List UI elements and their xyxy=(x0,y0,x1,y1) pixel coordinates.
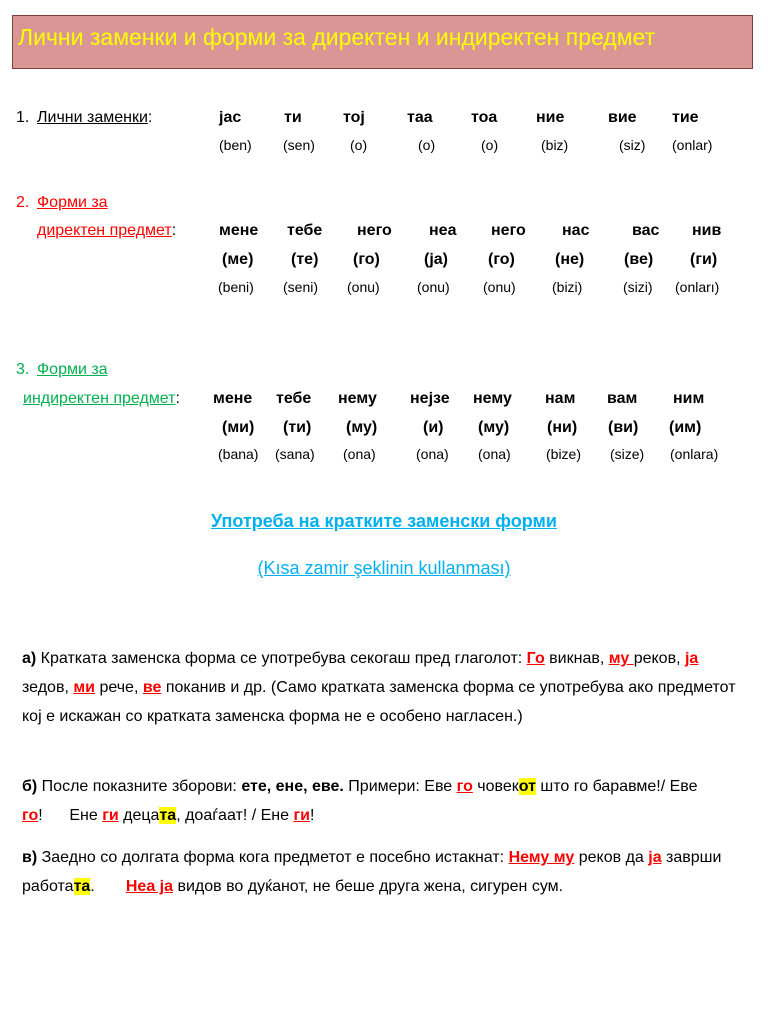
usage-heading: Употреба на кратките заменски форми xyxy=(211,511,557,531)
s2-long: мене xyxy=(219,222,259,239)
s3-turkish: (onlara) xyxy=(670,446,719,462)
s1-pronoun: ние xyxy=(536,109,565,126)
section1-label: Лични заменки xyxy=(37,109,148,126)
s2-short: (го) xyxy=(353,251,380,268)
s1-turkish: (sen) xyxy=(283,137,315,153)
s1-turkish: (ben) xyxy=(219,137,252,153)
section2-label-line1: Форми за xyxy=(37,194,108,211)
section3-colon: : xyxy=(175,390,180,407)
s1-turkish: (o) xyxy=(481,137,499,153)
para-b-text: , доаѓаат! / Ене xyxy=(176,807,294,824)
s2-turkish: (onu) xyxy=(483,279,516,295)
para-b-text: Примери: Еве xyxy=(343,778,457,795)
para-a-example: ве xyxy=(142,679,162,696)
para-b-example: го xyxy=(22,807,39,824)
s3-turkish: (ona) xyxy=(478,446,511,462)
para-b-text: деца xyxy=(118,807,160,824)
s2-turkish: (bizi) xyxy=(552,279,583,295)
s1-pronoun: тие xyxy=(672,109,699,126)
s1-pronoun: ти xyxy=(284,109,302,126)
s3-turkish: (bize) xyxy=(546,446,582,462)
s1-pronoun: тој xyxy=(343,109,365,126)
section2-colon: : xyxy=(171,222,177,239)
s2-long: вас xyxy=(632,222,660,239)
para-a-text: зедов, xyxy=(22,679,74,696)
para-a-text: реков, xyxy=(633,650,685,667)
s2-short: (го) xyxy=(488,251,515,268)
s2-short: (ја) xyxy=(424,251,448,268)
section2-label-line2-wrap xyxy=(37,222,176,240)
para-a-example: Го xyxy=(526,650,545,667)
s3-short: (ти) xyxy=(283,419,312,436)
para-b-example: ги xyxy=(102,807,119,824)
s3-long: нејзе xyxy=(410,390,450,407)
para-b-highlight: та xyxy=(159,807,177,824)
para-b-example: го xyxy=(456,778,473,795)
para-b-highlight: от xyxy=(518,778,536,795)
paragraph-a xyxy=(22,644,746,731)
para-b-text: ! Ене xyxy=(38,807,103,824)
paragraph-c xyxy=(22,843,746,901)
s2-turkish: (sizi) xyxy=(623,279,653,295)
s3-short: (и) xyxy=(423,419,444,436)
s3-long: тебе xyxy=(276,390,312,407)
s2-turkish: (beni) xyxy=(218,279,254,295)
s3-turkish: (bana) xyxy=(218,446,259,462)
para-c-text: видов во дуќанот, не беше друга жена, сигурен сум. xyxy=(173,878,564,895)
s2-long: него xyxy=(357,222,392,239)
para-c-text: . xyxy=(90,878,126,895)
para-c-example: Неа ја xyxy=(125,878,173,895)
s3-turkish: (sana) xyxy=(275,446,315,462)
section2-number: 2. xyxy=(16,194,30,211)
para-b-text: што го баравме!/ Еве xyxy=(535,778,698,795)
section3-label-line2-wrap xyxy=(23,390,180,408)
s2-short: (ги) xyxy=(690,251,718,268)
para-c-example: Нему му xyxy=(508,849,575,866)
s3-long: вам xyxy=(607,390,638,407)
para-a-example: му xyxy=(608,650,634,667)
section1-number: 1. xyxy=(16,109,30,126)
s3-short: (му) xyxy=(478,419,510,436)
s1-turkish: (biz) xyxy=(541,137,569,153)
s3-short: (им) xyxy=(669,419,702,436)
s3-turkish: (size) xyxy=(610,446,645,462)
para-a-marker: а) xyxy=(22,650,37,667)
section3-number: 3. xyxy=(16,361,30,378)
s3-turkish: (ona) xyxy=(416,446,449,462)
s2-turkish: (seni) xyxy=(283,279,319,295)
para-a-text: викнав, xyxy=(544,650,609,667)
s2-long: тебе xyxy=(287,222,323,239)
para-c-marker: в) xyxy=(22,849,38,866)
s2-short: (ве) xyxy=(624,251,654,268)
page-title: Лични заменки и форми за директен и индиректен предмет xyxy=(18,24,656,50)
s2-long: него xyxy=(491,222,526,239)
s1-pronoun: таа xyxy=(407,109,433,126)
s3-long: мене xyxy=(213,390,253,407)
s3-long: нему xyxy=(473,390,512,407)
s2-turkish: (onları) xyxy=(675,279,720,295)
s1-pronoun: јас xyxy=(219,109,242,126)
s3-long: ним xyxy=(673,390,705,407)
s3-short: (ми) xyxy=(222,419,255,436)
s2-short: (ме) xyxy=(222,251,254,268)
para-a-text: поканив и др. (Само кратката заменска форма се употребува ако предметот кој е искажан со кратката заменска форма не е особено нагласен.) xyxy=(22,679,736,725)
s3-turkish: (ona) xyxy=(343,446,376,462)
s1-turkish: (onlar) xyxy=(672,137,713,153)
s1-pronoun: вие xyxy=(608,109,637,126)
para-c-text: заврши работа xyxy=(22,849,722,895)
para-c-text: реков да xyxy=(574,849,649,866)
s2-short: (те) xyxy=(291,251,319,268)
s3-long: нему xyxy=(338,390,377,407)
s2-short: (не) xyxy=(555,251,585,268)
s1-pronoun: тоа xyxy=(471,109,498,126)
para-b-example: ги xyxy=(293,807,310,824)
s2-long: неа xyxy=(429,222,457,239)
s2-turkish: (onu) xyxy=(347,279,380,295)
para-c-text: Заедно со долгата форма кога предметот е посебно истакнат: xyxy=(37,849,509,866)
s1-turkish: (siz) xyxy=(619,137,646,153)
s3-short: (ни) xyxy=(547,419,578,436)
para-b-demonstratives: ете, ене, еве. xyxy=(241,778,344,795)
para-c-example: ја xyxy=(648,849,662,866)
para-a-text: Кратката заменска форма се употребува секогаш пред глаголот: xyxy=(36,650,527,667)
para-c-highlight: та xyxy=(73,878,91,895)
section2-label-line2: директен предмет xyxy=(37,222,172,239)
para-b-marker: б) xyxy=(22,778,38,795)
para-b-text: После показните зборови: xyxy=(37,778,242,795)
s2-turkish: (onu) xyxy=(417,279,450,295)
paragraph-b xyxy=(22,772,746,830)
para-b-text: ! xyxy=(309,807,315,824)
para-b-text: човек xyxy=(472,778,519,795)
s3-short: (му) xyxy=(346,419,378,436)
para-a-example: ми xyxy=(73,679,95,696)
para-a-example: ја xyxy=(684,650,699,667)
s3-long: нам xyxy=(545,390,576,407)
section1-colon: : xyxy=(147,109,153,126)
usage-subheading: (Kısa zamir şeklinin kullanması) xyxy=(257,558,511,578)
s1-turkish: (o) xyxy=(418,137,436,153)
s2-long: нив xyxy=(692,222,722,239)
s1-turkish: (o) xyxy=(350,137,368,153)
para-a-text: рече, xyxy=(95,679,143,696)
section3-label-line1: Форми за xyxy=(37,361,108,378)
s2-long: нас xyxy=(562,222,590,239)
s3-short: (ви) xyxy=(608,419,639,436)
section3-label-line2: индиректен предмет xyxy=(23,390,176,407)
section1-label-wrap xyxy=(37,109,152,127)
